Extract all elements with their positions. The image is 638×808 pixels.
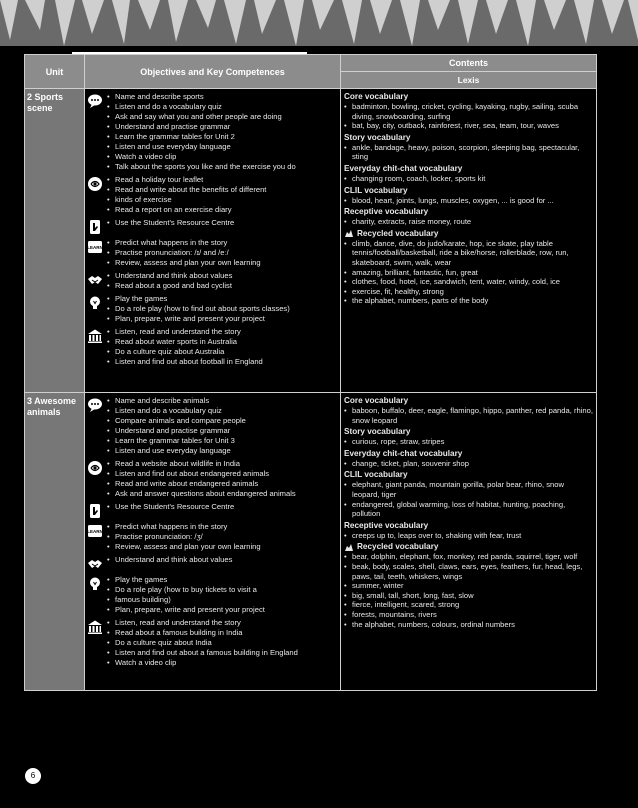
objective-item: • Do a role play (how to buy tickets to visit a [107, 585, 338, 595]
lexis-item: • exercise, fit, healthy, strong [344, 287, 593, 297]
objective-item: • Read and write about endangered animals [107, 479, 338, 489]
objective-group [87, 618, 338, 668]
lexis-item: • baboon, buffalo, deer, eagle, flamingo, hippo, panther, red panda, rhino, snow leopard [344, 406, 593, 425]
contents-table [24, 54, 597, 691]
lightbulb-icon [87, 576, 107, 592]
lexis-section-label: CLIL vocabulary [344, 185, 408, 195]
unit-row [25, 393, 597, 691]
brain-icon [87, 176, 107, 192]
lexis-item: • forests, mountains, rivers [344, 610, 593, 620]
lightbulb-icon [87, 295, 107, 311]
svg-text:LEARN: LEARN [87, 245, 103, 250]
objective-item: • Talk about the sports you like and the exercise you do [107, 162, 338, 172]
objective-group [87, 218, 338, 235]
lexis-section-title [344, 470, 593, 480]
learn-icon [87, 523, 107, 539]
lexis-item: • amazing, brilliant, fantastic, fun, great [344, 268, 593, 278]
lexis-item: • clothes, food, hotel, ice, sandwich, tent, water, windy, cold, ice [344, 277, 593, 287]
objective-item: • Read about a good and bad cyclist [107, 281, 338, 291]
unit-title: 3 Awesome animals [25, 393, 85, 691]
objective-item: • Predict what happens in the story [107, 522, 338, 532]
objective-group [87, 175, 338, 215]
objective-group [87, 92, 338, 172]
lexis-section-title [344, 229, 593, 239]
objective-item: • Read about water sports in Australia [107, 337, 338, 347]
recycle-icon [344, 229, 354, 238]
objective-item: • Ask and answer questions about endangered animals [107, 489, 338, 499]
objective-group [87, 555, 338, 572]
objective-item: • Listen and do a vocabulary quiz [107, 102, 338, 112]
lexis-item: • bear, dolphin, elephant, fox, monkey, red panda, squirrel, tiger, wolf [344, 552, 593, 562]
lexis-item: • blood, heart, joints, lungs, muscles, oxygen, ... is good for ... [344, 196, 593, 206]
objective-group [87, 327, 338, 367]
objective-group [87, 396, 338, 456]
objective-item: • Practise pronunciation: /ɪ/ and /eː/ [107, 248, 338, 258]
objective-item: • Learn the grammar tables for Unit 2 [107, 132, 338, 142]
lexis-section-label: Receptive vocabulary [344, 207, 429, 217]
objective-group [87, 271, 338, 291]
objective-item: • Listen and use everyday language [107, 446, 338, 456]
objectives-cell [85, 393, 341, 691]
objective-item: • Do a culture quiz about Australia [107, 347, 338, 357]
unit-row [25, 89, 597, 393]
objective-item: • Read about a famous building in India [107, 628, 338, 638]
objective-item: • Understand and think about values [107, 271, 338, 281]
objective-group [87, 502, 338, 519]
objective-item: • Learn the grammar tables for Unit 3 [107, 436, 338, 446]
objective-item: • famous building) [107, 595, 338, 605]
objective-item: • Predict what happens in the story [107, 238, 338, 248]
objective-item: • Listen and find out about football in England [107, 357, 338, 367]
handshake-icon [87, 272, 107, 288]
learn-icon [87, 239, 107, 255]
objective-item: • Do a role play (how to find out about sports classes) [107, 304, 338, 314]
building-icon [87, 619, 107, 635]
lexis-section-title [344, 92, 593, 102]
header-unit: Unit [25, 55, 85, 89]
objective-item: • Name and describe animals [107, 396, 338, 406]
lexis-section-title [344, 427, 593, 437]
objective-item: • Use the Student's Resource Centre [107, 502, 338, 512]
objective-item: • Listen and use everyday language [107, 142, 338, 152]
objective-item: • Play the games [107, 294, 338, 304]
lexis-section-title [344, 396, 593, 406]
lexis-item: • the alphabet, numbers, colours, ordinal numbers [344, 620, 593, 630]
unit-title: 2 Sports scene [25, 89, 85, 393]
objective-item: • Watch a video clip [107, 658, 338, 668]
header-contents: Contents [341, 55, 597, 72]
objective-item: • Understand and practise grammar [107, 122, 338, 132]
lexis-item: • creeps up to, leaps over to, shaking with fear, trust [344, 531, 593, 541]
lexis-item: • summer, winter [344, 581, 593, 591]
objective-group [87, 238, 338, 268]
objective-item: • Review, assess and plan your own learning [107, 258, 338, 268]
lexis-item: • elephant, giant panda, mountain gorilla, polar bear, rhino, snow leopard, tiger [344, 480, 593, 499]
objective-item: • Play the games [107, 575, 338, 585]
lexis-section-label: CLIL vocabulary [344, 470, 408, 480]
lexis-item: • endangered, global warming, loss of habitat, hunting, poaching, pollution [344, 500, 593, 519]
objective-item: • Understand and think about values [107, 555, 338, 565]
lexis-item: • change, ticket, plan, souvenir shop [344, 459, 593, 469]
lexis-section-title [344, 207, 593, 217]
objective-item: • Read and write about the benefits of different [107, 185, 338, 195]
lexis-section-label: Everyday chit-chat vocabulary [344, 448, 463, 458]
objective-group [87, 459, 338, 499]
lexis-section-title [344, 133, 593, 143]
lexis-section-title [344, 164, 593, 174]
decorative-header-pattern [0, 0, 638, 52]
hand-icon [87, 219, 107, 235]
lexis-section-title [344, 186, 593, 196]
lexis-item: • fierce, intelligent, scared, strong [344, 600, 593, 610]
handshake-icon [87, 556, 107, 572]
lexis-section-label: Story vocabulary [344, 427, 411, 437]
lexis-section-label: Core vocabulary [344, 92, 409, 101]
lexis-item: • beak, body, scales, shell, claws, ears, eyes, feathers, fur, head, legs, paws, tail, teeth, whiskers, wings [344, 562, 593, 581]
building-icon [87, 328, 107, 344]
objective-item: • Do a culture quiz about India [107, 638, 338, 648]
hand-icon [87, 503, 107, 519]
lexis-section-label: Receptive vocabulary [344, 520, 429, 530]
lexis-item: • big, small, tall, short, long, fast, slow [344, 591, 593, 601]
lexis-section-label: Story vocabulary [344, 132, 411, 142]
objectives-cell [85, 89, 341, 393]
lexis-section-label: Everyday chit-chat vocabulary [344, 163, 463, 173]
lexis-cell [341, 393, 597, 691]
objective-item: • Name and describe sports [107, 92, 338, 102]
svg-text:LEARN: LEARN [87, 529, 103, 534]
lexis-item: • curious, rope, straw, stripes [344, 437, 593, 447]
objective-item: • Plan, prepare, write and present your project [107, 314, 338, 324]
lexis-item: • ankle, bandage, heavy, poison, scorpion, sleeping bag, spectacular, sting [344, 143, 593, 162]
lexis-section-label: Core vocabulary [344, 396, 409, 405]
objective-item: • Listen and find out about a famous building in England [107, 648, 338, 658]
header-lexis: Lexis [341, 72, 597, 89]
lexis-item: • charity, extracts, raise money, route [344, 217, 593, 227]
objective-item: • Plan, prepare, write and present your project [107, 605, 338, 615]
lexis-item: • the alphabet, numbers, parts of the body [344, 296, 593, 306]
objective-group [87, 575, 338, 615]
lexis-item: • bat, bay, city, outback, rainforest, river, sea, team, tour, waves [344, 121, 593, 131]
lexis-item: • badminton, bowling, cricket, cycling, kayaking, rugby, sailing, scuba diving, snowboarding, surfing [344, 102, 593, 121]
recycle-icon [344, 543, 354, 552]
lexis-cell [341, 89, 597, 393]
objective-item: • Listen, read and understand the story [107, 618, 338, 628]
objective-item: • Review, assess and plan your own learning [107, 542, 338, 552]
lexis-section-label: Recycled vocabulary [357, 542, 439, 552]
objective-item: • Use the Student's Resource Centre [107, 218, 338, 228]
brain-icon [87, 460, 107, 476]
objective-item: • Listen and find out about endangered animals [107, 469, 338, 479]
objective-item: • kinds of exercise [107, 195, 338, 205]
speech-icon [87, 397, 107, 413]
page-number: 6 [25, 768, 41, 784]
objective-item: • Watch a video clip [107, 152, 338, 162]
objective-item: • Read a website about wildlife in India [107, 459, 338, 469]
objective-item: • Practise pronunciation: /ʒ/ [107, 532, 338, 542]
lexis-section-title [344, 449, 593, 459]
objective-group [87, 522, 338, 552]
objective-group [87, 294, 338, 324]
lexis-item: • climb, dance, dive, do judo/karate, hop, ice skate, play table tennis/football/basketball, ride a bike/horse, rollerblade, row, run, skateboard, swim, walk, wear [344, 239, 593, 268]
objective-item: • Listen, read and understand the story [107, 327, 338, 337]
objective-item: • Read a holiday tour leaflet [107, 175, 338, 185]
objective-item: • Read a report on an exercise diary [107, 205, 338, 215]
objective-item: • Compare animals and compare people [107, 416, 338, 426]
objective-item: • Understand and practise grammar [107, 426, 338, 436]
lexis-item: • changing room, coach, locker, sports kit [344, 174, 593, 184]
lexis-section-title [344, 521, 593, 531]
speech-icon [87, 93, 107, 109]
objective-item: • Ask and say what you and other people are doing [107, 112, 338, 122]
header-objectives: Objectives and Key Competences [85, 55, 341, 89]
lexis-section-title [344, 542, 593, 552]
lexis-section-label: Recycled vocabulary [357, 228, 439, 238]
objective-item: • Listen and do a vocabulary quiz [107, 406, 338, 416]
